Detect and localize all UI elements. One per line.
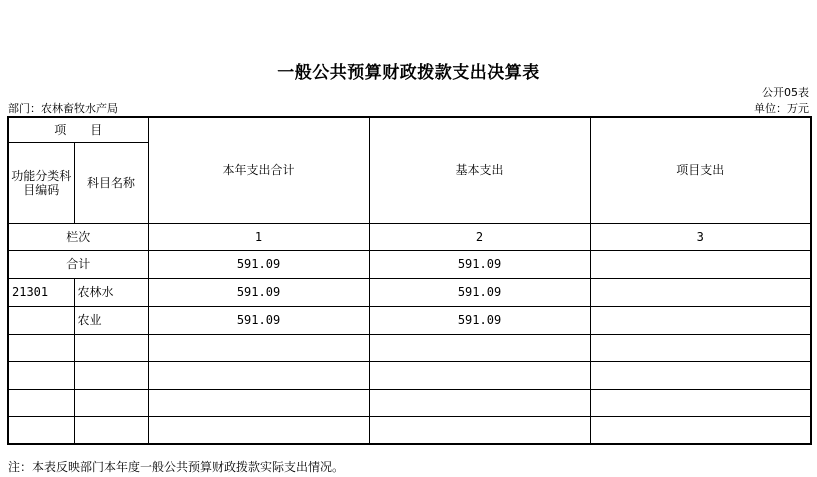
footnote: 注：本表反映部门本年度一般公共预算财政拨款实际支出情况。 xyxy=(8,460,345,474)
expenditure-table xyxy=(7,116,812,445)
row-total: 591.09 xyxy=(148,250,369,278)
column-index-2: 2 xyxy=(369,223,590,250)
form-code: 公开05表 xyxy=(762,86,809,99)
row-total: 591.09 xyxy=(148,306,369,334)
header-subject-name: 科目名称 xyxy=(74,142,148,223)
empty-row xyxy=(8,334,811,361)
column-index-3: 3 xyxy=(590,223,811,250)
unit-label: 单位：万元 xyxy=(754,102,809,115)
page-title: 一般公共预算财政拨款支出决算表 xyxy=(277,63,540,83)
department-label: 部门：农林畜牧水产局 xyxy=(8,102,118,115)
row-basic: 591.09 xyxy=(369,306,590,334)
header-item: 项 目 xyxy=(8,117,148,142)
row-code xyxy=(8,306,74,334)
table-row xyxy=(8,278,811,306)
row-name: 合计 xyxy=(8,250,148,278)
row-total: 591.09 xyxy=(148,278,369,306)
column-index-1: 1 xyxy=(148,223,369,250)
table-row xyxy=(8,250,811,278)
row-project xyxy=(590,250,811,278)
row-project xyxy=(590,306,811,334)
header-total: 本年支出合计 xyxy=(148,117,369,223)
header-project: 项目支出 xyxy=(590,117,811,223)
row-code: 21301 xyxy=(8,278,74,306)
row-basic: 591.09 xyxy=(369,278,590,306)
row-name: 农业 xyxy=(74,306,148,334)
row-project xyxy=(590,278,811,306)
header-basic: 基本支出 xyxy=(369,117,590,223)
row-basic: 591.09 xyxy=(369,250,590,278)
empty-row xyxy=(8,361,811,389)
row-name: 农林水 xyxy=(74,278,148,306)
empty-row xyxy=(8,416,811,444)
table-row xyxy=(8,306,811,334)
header-func-code: 功能分类科目编码 xyxy=(8,142,74,223)
column-index-label: 栏次 xyxy=(8,223,148,250)
empty-row xyxy=(8,389,811,416)
